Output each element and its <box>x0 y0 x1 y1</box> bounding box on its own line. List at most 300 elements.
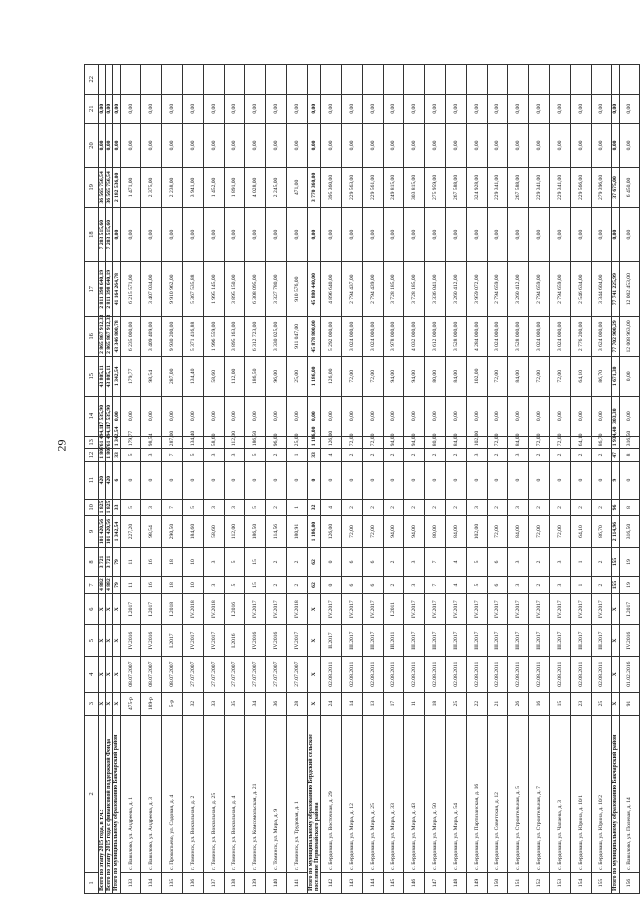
table-cell: 155 <box>591 873 612 894</box>
table-cell: 2 <box>529 577 550 594</box>
table-cell: 11 <box>120 577 141 594</box>
table-cell: 3 721 <box>99 547 106 576</box>
table-cell: 4 882 <box>106 577 113 594</box>
table-cell: 1 186,00 <box>307 356 320 396</box>
table-cell: 3 <box>508 577 529 594</box>
table-cell: 0,00 <box>362 123 383 167</box>
table-cell: 47 <box>612 449 619 462</box>
table-cell: 02.08.2011 <box>570 656 591 692</box>
table-cell: 0 <box>162 461 183 499</box>
table-cell: 02.08.2011 <box>383 656 404 692</box>
table-cell: 08.07.2007 <box>120 656 141 692</box>
table-cell: 0,00 <box>591 207 612 262</box>
table-cell: 134 <box>141 873 162 894</box>
table-cell: 3 721 <box>106 547 113 576</box>
address-cell: с. Бердоваш, ул. Советская, д. 12 <box>487 715 508 872</box>
table-cell: 0,00 <box>466 123 487 167</box>
table-cell: 72,00 <box>487 436 508 449</box>
table-cell: 0,00 <box>619 207 640 262</box>
table-cell: 96 <box>612 499 619 516</box>
table-cell: 0,00 <box>141 123 162 167</box>
table-row <box>466 65 487 894</box>
table-cell: 1 807 <box>106 449 113 462</box>
table-row <box>549 65 570 894</box>
table-cell: 0,00 <box>383 396 404 436</box>
table-cell: 16 <box>529 692 550 715</box>
table-cell: 6 235 000,00 <box>120 316 141 356</box>
table-cell <box>425 65 446 95</box>
table-cell: 2 865 867 912,33 <box>99 316 106 356</box>
table-cell: 0,00 <box>106 123 113 167</box>
table-cell: IV.2017 <box>487 593 508 624</box>
table-cell: 0,00 <box>487 94 508 123</box>
table-cell: 179,77 <box>120 436 141 449</box>
table-cell: III.2017 <box>425 625 446 656</box>
table-cell: 3 <box>404 547 425 576</box>
table-cell: 3 <box>466 449 487 462</box>
table-cell: 77 702 900,29 <box>612 316 619 356</box>
table-cell: 0,00 <box>113 123 120 167</box>
table-cell: 2 865 867 912,33 <box>106 316 113 356</box>
table-cell: III.2017 <box>508 625 529 656</box>
table-cell: 0,00 <box>619 396 640 436</box>
table-cell: 3 260 412,00 <box>445 262 466 317</box>
table-cell: 324 928,00 <box>466 167 487 207</box>
table-cell: 5 <box>183 449 204 462</box>
table-cell: 0,00 <box>383 207 404 262</box>
table-cell: 0,00 <box>286 123 307 167</box>
column-number-cell: 21 <box>85 94 99 123</box>
table-cell: 41 164 264,78 <box>113 262 120 317</box>
table-cell: 27.07.2007 <box>286 656 307 692</box>
table-cell: 5 <box>466 577 487 594</box>
table-cell: Х <box>113 692 120 715</box>
table-cell <box>404 65 425 95</box>
table-cell: IV.2017 <box>404 593 425 624</box>
total-row <box>612 65 619 894</box>
table-cell: 3 <box>203 577 224 594</box>
table-cell: 96,00 <box>266 436 287 449</box>
table-cell: 11 <box>120 547 141 576</box>
table-cell: IV.2017 <box>183 625 204 656</box>
table-cell: 58,60 <box>203 516 224 547</box>
table-cell: 0 <box>466 461 487 499</box>
table-cell: IV.2017 <box>445 593 466 624</box>
table-cell: 141 <box>286 873 307 894</box>
rotated-table-container <box>84 64 633 894</box>
table-cell: 0,00 <box>245 396 266 436</box>
table-cell: 910 576,00 <box>286 262 307 317</box>
table-cell: 84,00 <box>508 356 529 396</box>
table-cell: 186,50 <box>245 516 266 547</box>
table-cell: 4 284 000,00 <box>466 316 487 356</box>
table-cell: 15 <box>245 547 266 576</box>
table-cell: 2 546 634,00 <box>570 262 591 317</box>
table-cell: 0,00 <box>183 207 204 262</box>
table-cell: 0,00 <box>183 123 204 167</box>
table-cell: 84,00 <box>508 516 529 547</box>
table-cell: 151 <box>508 873 529 894</box>
table-row <box>570 65 591 894</box>
table-cell: 2 811 398 640,19 <box>106 262 113 317</box>
table-cell: 150 <box>487 873 508 894</box>
table-cell: 0,00 <box>508 123 529 167</box>
table-cell: 3 024 000,00 <box>487 316 508 356</box>
table-cell: 5 <box>245 449 266 462</box>
table-cell: 1 471,00 <box>120 167 141 207</box>
table-cell: 0 <box>321 547 342 576</box>
table-cell: 3 528 000,00 <box>445 316 466 356</box>
table-cell: IV.2017 <box>362 593 383 624</box>
table-cell: 3 <box>549 577 570 594</box>
table-cell: 0,00 <box>487 396 508 436</box>
table-cell: 0 <box>529 461 550 499</box>
table-cell: 279 396,00 <box>591 167 612 207</box>
table-cell: 1 <box>570 547 591 576</box>
table-cell: 2 <box>362 449 383 462</box>
table-cell: I.2017 <box>141 593 162 624</box>
table-cell: Х <box>106 692 113 715</box>
table-cell: 2 <box>529 499 550 516</box>
table-row <box>286 65 307 894</box>
table-cell: IV.2017 <box>529 593 550 624</box>
table-cell: Х <box>307 692 320 715</box>
total-label-cell: Всего по этапу 2015 года с финансовой поддержкой Фонда <box>106 715 113 893</box>
table-cell: 2 <box>266 547 287 576</box>
table-cell: 24 <box>321 692 342 715</box>
table-cell: 4 <box>321 449 342 462</box>
table-row <box>321 65 342 894</box>
table-cell: 02.08.2011 <box>549 656 570 692</box>
table-cell: 0,00 <box>425 396 446 436</box>
table-cell: 5 367 535,88 <box>183 262 204 317</box>
table-cell: 37 675,00 <box>612 167 619 207</box>
table-cell: 0,00 <box>266 123 287 167</box>
table-cell: 6 312 723,00 <box>245 316 266 356</box>
table-cell: 112,00 <box>224 356 245 396</box>
table-cell: IV.2017 <box>591 593 612 624</box>
table-cell: 33 <box>203 692 224 715</box>
table-cell: 142 <box>321 873 342 894</box>
table-cell: 58,60 <box>203 356 224 396</box>
table-cell: 4 028,00 <box>245 167 266 207</box>
table-cell: 0,00 <box>203 123 224 167</box>
table-cell: 229 561,00 <box>362 167 383 207</box>
table-cell: 126,00 <box>321 516 342 547</box>
table-cell: 27.07.2007 <box>245 656 266 692</box>
column-number-cell: 11 <box>85 461 99 499</box>
table-cell: 0,00 <box>529 396 550 436</box>
table-cell: 2 <box>549 499 570 516</box>
table-cell: 1 995 145,00 <box>203 262 224 317</box>
table-cell: 0,00 <box>141 207 162 262</box>
table-cell: 1 825 <box>106 499 113 516</box>
table-cell: 2 <box>404 499 425 516</box>
table-cell: 0 <box>141 461 162 499</box>
table-cell: 0 <box>619 461 640 499</box>
table-cell: I.2017 <box>619 593 640 624</box>
table-row <box>162 65 183 894</box>
table-cell: 0,00 <box>508 396 529 436</box>
table-cell: 2 <box>445 499 466 516</box>
table-cell: 0 <box>286 461 307 499</box>
address-cell: с. Бердоваш, ул. Мира, д. 12 <box>341 715 362 872</box>
table-cell: 02.08.2011 <box>487 656 508 692</box>
table-cell: IV.2017 <box>549 593 570 624</box>
table-cell: 0,00 <box>591 396 612 436</box>
table-cell: 15 <box>549 692 570 715</box>
table-cell: III.2017 <box>570 625 591 656</box>
table-cell: 0,00 <box>570 396 591 436</box>
table-row <box>383 65 404 894</box>
table-cell: 101 420,56 <box>99 516 106 547</box>
table-cell: 2 <box>362 499 383 516</box>
table-cell: 471,00 <box>286 167 307 207</box>
table-cell: 5 292 000,00 <box>321 316 342 356</box>
table-cell: 0,00 <box>466 94 487 123</box>
address-cell: с. Бердоваш, ул. Юрина, д. 10/2 <box>591 715 612 872</box>
table-cell: 0,00 <box>341 94 362 123</box>
table-cell: 316,50 <box>619 516 640 547</box>
address-cell: г. Томинск, ул. Комсомольская, д. 21 <box>245 715 266 872</box>
table-row <box>425 65 446 894</box>
address-cell: с. Бердоваш, ул. Восточная, д. 29 <box>321 715 342 872</box>
table-cell: 2 776 200,00 <box>570 316 591 356</box>
table-cell: 0,00 <box>307 94 320 123</box>
table-cell: 72,00 <box>362 516 383 547</box>
table-cell: 6 <box>341 547 362 576</box>
table-cell: 79 <box>113 547 120 576</box>
table-cell: 0,00 <box>619 356 640 396</box>
table-cell: 3 770 360,00 <box>307 167 320 207</box>
table-cell: 2 238,00 <box>162 167 183 207</box>
column-number-cell: 17 <box>85 262 99 317</box>
table-cell: 8 <box>619 449 640 462</box>
table-cell: 303 815,00 <box>404 167 425 207</box>
table-cell: 25,00 <box>286 436 307 449</box>
address-cell: г. Томинск, ул. Трудовая, д. 1 <box>286 715 307 872</box>
table-cell: 0 <box>245 461 266 499</box>
table-cell <box>183 65 204 95</box>
table-cell: IV.2017 <box>425 593 446 624</box>
table-cell: 2 114,96 <box>612 516 619 547</box>
table-cell: 72,00 <box>487 516 508 547</box>
address-cell: с. Бердоваш, ул. Мира, д. 50 <box>425 715 446 872</box>
table-cell: 18 <box>162 577 183 594</box>
table-cell: 0,00 <box>570 94 591 123</box>
table-cell: 36 565 756,54 <box>99 167 106 207</box>
table-cell: 3 <box>224 499 245 516</box>
table-cell: 7 <box>162 449 183 462</box>
table-cell: 287,00 <box>162 356 183 396</box>
table-cell: 143 <box>341 873 362 894</box>
table-cell: III.2017 <box>549 625 570 656</box>
table-cell: 2 182 536,00 <box>113 167 120 207</box>
table-cell: 5 <box>224 547 245 576</box>
table-cell: 0,00 <box>362 94 383 123</box>
table-cell: 26 <box>508 692 529 715</box>
table-cell: 0 <box>487 461 508 499</box>
column-number-cell: 6 <box>85 593 99 624</box>
column-number-cell: 4 <box>85 656 99 692</box>
table-cell: I.2018 <box>162 593 183 624</box>
table-cell: 0,00 <box>619 123 640 167</box>
table-cell: IV.2017 <box>570 593 591 624</box>
table-cell: 9 910 962,00 <box>162 262 183 317</box>
address-cell: с. Бердоваш, ул. Мира, д. 43 <box>404 715 425 872</box>
table-cell: 33 <box>113 499 120 516</box>
table-cell: IV.2017 <box>203 625 224 656</box>
table-cell: 64,10 <box>570 516 591 547</box>
table-cell: 0,00 <box>404 207 425 262</box>
table-cell: 0,00 <box>203 396 224 436</box>
table-cell: 12 008 963,00 <box>619 316 640 356</box>
table-cell: 72,00 <box>341 436 362 449</box>
table-cell: 0,00 <box>307 207 320 262</box>
table-cell: IV.2016 <box>141 625 162 656</box>
table-cell: 0 <box>383 461 404 499</box>
total-label-cell: Итого по муниципальному образованию Бакчарский район <box>612 715 619 893</box>
table-cell: 2 <box>591 577 612 594</box>
table-cell: 3 <box>141 499 162 516</box>
table-cell <box>591 65 612 95</box>
address-cell: с. Бердоваш, ул. Мира, д. 54 <box>445 715 466 872</box>
table-cell: 0,00 <box>120 123 141 167</box>
table-cell: 72,00 <box>341 356 362 396</box>
table-cell: 19 <box>619 577 640 594</box>
total-label-cell: Итого по муниципальному образованию Бакчарский район <box>113 715 120 893</box>
table-cell: 5 371 416,88 <box>183 316 204 356</box>
table-cell: 1 934,40 <box>612 436 619 449</box>
table-cell: 2 811 398 640,19 <box>99 262 106 317</box>
table-cell: 94,00 <box>404 516 425 547</box>
address-cell: г. Томинск, ул. Вокзальная, д. 4 <box>224 715 245 872</box>
table-row <box>487 65 508 894</box>
table-cell: 3 <box>466 499 487 516</box>
table-cell: 101 420,56 <box>106 516 113 547</box>
table-cell: 102,00 <box>466 436 487 449</box>
table-cell: II.2017 <box>321 625 342 656</box>
table-cell: Х <box>99 656 106 692</box>
table-cell: 3 895 150,00 <box>224 262 245 317</box>
column-number-cell: 2 <box>85 715 99 872</box>
table-cell: 2 <box>383 449 404 462</box>
table-cell: 149 <box>466 873 487 894</box>
address-cell: г. Томинск, ул. Вокзальная, д. 25 <box>203 715 224 872</box>
table-cell: 1 996 559,00 <box>203 316 224 356</box>
table-cell: 5 <box>224 577 245 594</box>
column-number-cell: 22 <box>85 65 99 95</box>
table-cell: 02.08.2011 <box>341 656 362 692</box>
table-cell: 0,00 <box>99 94 106 123</box>
table-cell: 275 959,00 <box>425 167 446 207</box>
table-cell <box>362 65 383 95</box>
table-cell: 32 <box>183 692 204 715</box>
table-cell: 0,00 <box>224 123 245 167</box>
table-cell: 2 794 659,00 <box>529 262 550 317</box>
table-cell: 0 <box>307 461 320 499</box>
table-cell: 0,00 <box>183 396 204 436</box>
column-number-cell: 8 <box>85 547 99 576</box>
table-cell: 911 047,00 <box>286 316 307 356</box>
table-cell: 2 <box>487 449 508 462</box>
table-cell: 155 <box>612 577 619 594</box>
table-cell: 2 <box>383 499 404 516</box>
table-cell: 0,00 <box>529 94 550 123</box>
table-cell: 72,00 <box>529 516 550 547</box>
table-cell <box>529 65 550 95</box>
table-cell: 0 <box>203 461 224 499</box>
table-cell: 80,00 <box>425 516 446 547</box>
table-cell: 94,00 <box>404 356 425 396</box>
table-cell: 2 375,00 <box>141 167 162 207</box>
table-cell: 84,00 <box>445 516 466 547</box>
table-cell: 112,00 <box>224 516 245 547</box>
table-cell: 61 494,11 <box>106 436 113 449</box>
table-cell: 2 <box>383 547 404 576</box>
table-cell: 2 <box>591 499 612 516</box>
table-cell: 0,00 <box>307 396 320 436</box>
table-cell: IV.2017 <box>508 593 529 624</box>
table-cell: 0,00 <box>549 123 570 167</box>
table-cell <box>549 65 570 95</box>
table-cell: III.2017 <box>362 625 383 656</box>
table-cell: 11 <box>404 692 425 715</box>
table-cell: 179,77 <box>120 356 141 396</box>
table-cell: 43 346 800,78 <box>113 316 120 356</box>
column-number-cell: 18 <box>85 207 99 262</box>
table-cell: 420 <box>99 461 106 499</box>
table-cell: Х <box>612 692 619 715</box>
table-cell: 6 215 571,00 <box>120 262 141 317</box>
table-cell: 4 <box>445 547 466 576</box>
table-cell: 3 728 185,00 <box>404 262 425 317</box>
table-cell: III.2017 <box>529 625 550 656</box>
table-cell: 36 <box>266 692 287 715</box>
table-cell: 12 002 453,00 <box>619 262 640 317</box>
table-cell: Х <box>307 656 320 692</box>
table-cell: 189-р <box>141 692 162 715</box>
table-cell: 6 <box>487 547 508 576</box>
table-cell: 0,00 <box>570 207 591 262</box>
table-cell: 114,56 <box>266 516 287 547</box>
table-cell <box>383 65 404 95</box>
table-cell: 137 <box>203 873 224 894</box>
address-cell: с. Прокопьево, ул. Садовая, д. 4 <box>162 715 183 872</box>
table-cell <box>487 65 508 95</box>
column-number-cell: 3 <box>85 692 99 715</box>
table-cell: 0,00 <box>245 207 266 262</box>
table-cell: 0,00 <box>341 123 362 167</box>
table-cell: 62 <box>307 577 320 594</box>
table-cell: 148 <box>445 873 466 894</box>
table-cell: 134,40 <box>183 436 204 449</box>
table-row <box>404 65 425 894</box>
table-cell: 0,00 <box>383 123 404 167</box>
table-cell <box>99 65 106 95</box>
table-cell: III.2017 <box>445 625 466 656</box>
column-number-cell: 9 <box>85 516 99 547</box>
address-cell: с. Бердоваш, ул. Мира, д. 25 <box>362 715 383 872</box>
table-cell: 0,00 <box>612 207 619 262</box>
table-row <box>266 65 287 894</box>
table-cell: IV.2016 <box>266 625 287 656</box>
table-cell: 0,00 <box>362 396 383 436</box>
table-cell: 0,00 <box>612 123 619 167</box>
table-cell <box>266 65 287 95</box>
table-cell: 0 <box>591 461 612 499</box>
table-cell: 02.08.2011 <box>508 656 529 692</box>
